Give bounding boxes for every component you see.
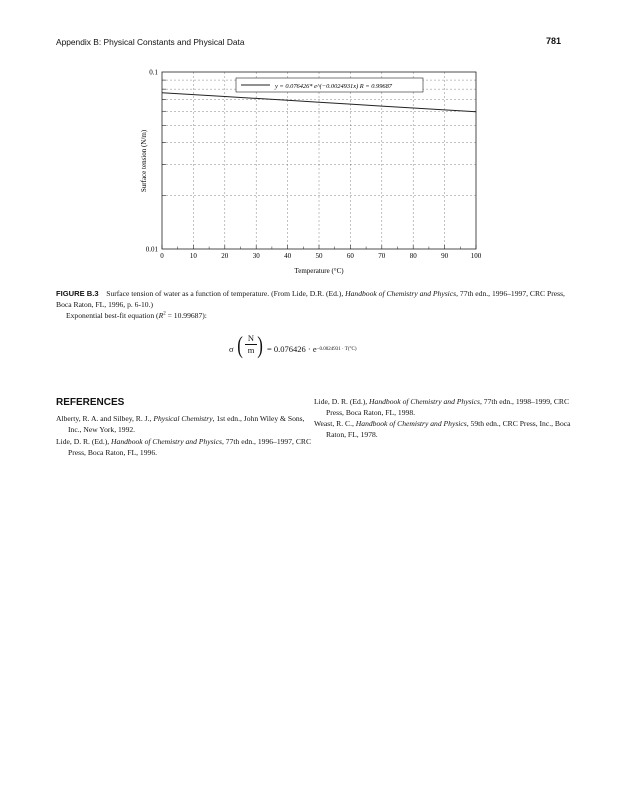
- x-tick-label: 10: [189, 252, 197, 260]
- y-tick-label: 0.1: [149, 68, 158, 77]
- chart-legend: [236, 78, 423, 92]
- reference-item: Alberty, R. A. and Silbey, R. J., Physical Chemistry, 1st edn., John Wiley & Sons, Inc., New York, 1992.: [56, 414, 305, 434]
- x-tick-label: 30: [252, 252, 260, 260]
- x-tick-label: 70: [378, 252, 386, 260]
- y-axis-label: Surface tension (N/m): [140, 129, 148, 193]
- chart-grid: [162, 72, 476, 249]
- reference-item: Lide, D. R. (Ed.), Handbook of Chemistry and Physics, 77th edn., 1998–1999, CRC Press, Boca Raton, FL, 1998.: [314, 397, 570, 417]
- x-tick-label: 100: [470, 252, 482, 260]
- running-header: Appendix B: Physical Constants and Physical Data: [56, 37, 245, 47]
- x-tick-label: 80: [409, 252, 417, 260]
- page-number: 781: [545, 36, 561, 46]
- surface-tension-chart: [120, 62, 490, 277]
- x-tick-label: 0: [160, 252, 164, 260]
- references-heading: REFERENCES: [56, 397, 125, 408]
- x-tick-labels: [160, 245, 482, 260]
- reference-item: Weast, R. C., Handbook of Chemistry and Physics, 59th edn., CRC Press, Inc., Boca Raton, FL, 1978.: [314, 419, 571, 439]
- reference-item: Lide, D. R. (Ed.), Handbook of Chemistry and Physics, 77th edn., 1996–1997, CRC Press, Boca Raton, FL, 1996.: [56, 437, 312, 457]
- x-axis-label: Temperature (°C): [294, 267, 344, 275]
- y-tick-label: 0.01: [145, 245, 158, 254]
- legend-label: y = 0.076426* e^(−0.0024931x) R = 0.99687: [275, 83, 392, 90]
- x-tick-label: 90: [441, 252, 449, 260]
- x-tick-label: 20: [221, 252, 229, 260]
- x-tick-label: 50: [315, 252, 323, 260]
- x-tick-label: 40: [284, 252, 292, 260]
- figure-label: FIGURE B.3: [56, 289, 99, 298]
- unit-fraction: N m: [244, 333, 258, 356]
- fit-equation-text: Exponential best-fit equation $(R^2 = 10.99687)$:: [66, 311, 207, 320]
- figure-caption: FIGURE B.3 Surface tension of water as a function of temperature. (From Lide, D.R. (Ed.), Handbook of Chemistry and Physics, 77th edn., 1996–1997, CRC Press, Boca Raton, FL, 1996, p. 6-10.): [56, 289, 565, 309]
- x-tick-label: 60: [346, 252, 354, 260]
